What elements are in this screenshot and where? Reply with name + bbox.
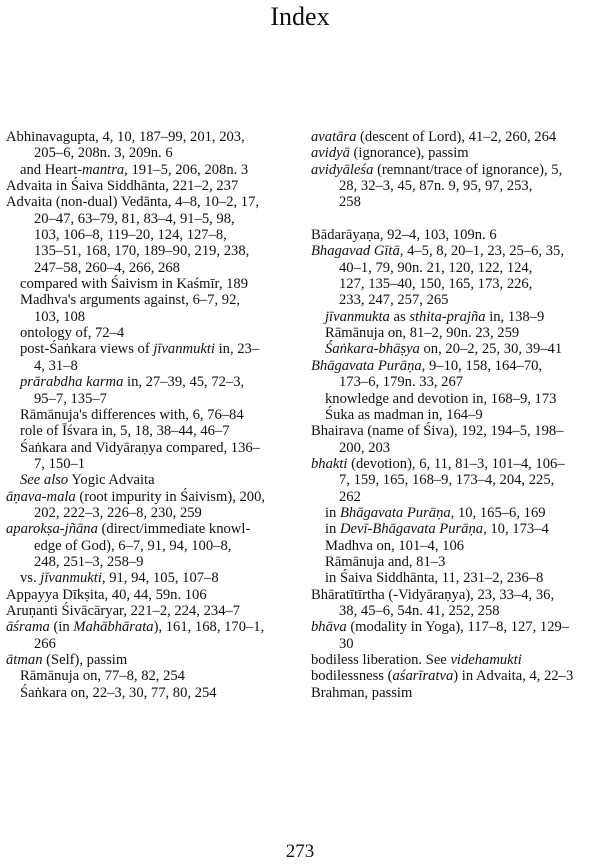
index-entry-line: avidyā (ignorance), passim bbox=[311, 145, 469, 162]
index-entry-line: edge of God), 6–7, 91, 94, 100–8, bbox=[34, 537, 232, 554]
index-entry-line: avidyāleśa (remnant/trace of ignorance), 5, bbox=[311, 161, 563, 178]
index-entry-line bbox=[311, 211, 597, 227]
index-entry-line: 103, 106–8, 119–20, 124, 127–8, bbox=[34, 227, 227, 244]
index-entry-line: in Bhāgavata Purāṇa, 10, 165–6, 169 bbox=[325, 504, 546, 521]
index-entry-line: 248, 251–3, 258–9 bbox=[34, 553, 144, 570]
index-entry-line: bodilessness (aśarīratva) in Advaita, 4, 22–3 bbox=[311, 668, 574, 685]
index-entry-line: compared with Śaivism in Kaśmīr, 189 bbox=[20, 276, 249, 293]
index-entry-line: Śuka as madman in, 164–9 bbox=[325, 406, 483, 423]
index-entry-line: in Śaiva Siddhānta, 11, 231–2, 236–8 bbox=[325, 570, 544, 587]
index-entry-line: role of Īśvara in, 5, 18, 38–44, 46–7 bbox=[20, 423, 230, 440]
index-entry-line: bodiless liberation. See videhamukti bbox=[311, 652, 522, 668]
index-entry-line: ātman (Self), passim bbox=[6, 652, 128, 668]
index-entry-line: Rāmānuja's differences with, 6, 76–84 bbox=[20, 406, 244, 423]
index-entry-line: Aruṇanti Śivācāryar, 221–2, 224, 234–7 bbox=[6, 602, 241, 619]
index-entry-line: Rāmānuja on, 81–2, 90n. 23, 259 bbox=[325, 325, 520, 342]
index-entry-line: 7, 150–1 bbox=[34, 455, 86, 472]
index-entry-line: 28, 32–3, 45, 87n. 9, 95, 97, 253, bbox=[339, 178, 533, 195]
index-entry-line: aparokṣa-jñāna (direct/immediate knowl- bbox=[6, 521, 251, 538]
index-entry-line: 103, 108 bbox=[34, 308, 86, 325]
index-entry-line: bhāva (modality in Yoga), 117–8, 127, 129– bbox=[311, 619, 570, 636]
index-entry-line: bhakti (devotion), 6, 11, 81–3, 101–4, 106– bbox=[311, 455, 565, 472]
page-number: 273 bbox=[285, 841, 315, 862]
index-entry-line: avatāra (descent of Lord), 41–2, 260, 264 bbox=[311, 129, 557, 145]
index-entry-line: 30 bbox=[339, 635, 354, 652]
index-entry-line: āśrama (in Mahābhārata), 161, 168, 170–1, bbox=[6, 619, 265, 636]
index-entry-line: 7, 159, 165, 168–9, 173–4, 204, 225, bbox=[339, 472, 555, 489]
index-entry-line: knowledge and devotion in, 168–9, 173 bbox=[325, 390, 557, 407]
index-entry-line: 95–7, 135–7 bbox=[34, 390, 107, 407]
index-entry-line: vs. jīvanmukti, 91, 94, 105, 107–8 bbox=[20, 570, 219, 587]
index-entry-line: Advaita (non-dual) Vedānta, 4–8, 10–2, 17, bbox=[6, 194, 260, 211]
index-entry-line: 127, 135–40, 150, 165, 173, 226, bbox=[339, 276, 533, 293]
index-entry-line: 200, 203 bbox=[339, 439, 391, 456]
index-entry-line: Abhinavagupta, 4, 10, 187–99, 201, 203, bbox=[6, 129, 245, 145]
index-entry-line: 4, 31–8 bbox=[34, 357, 78, 374]
index-entry-line: Rāmānuja on, 77–8, 82, 254 bbox=[20, 668, 185, 685]
index-entry-line: 233, 247, 257, 265 bbox=[339, 292, 449, 309]
index-entry-line: Madhva's arguments against, 6–7, 92, bbox=[20, 292, 241, 309]
index-entry-line: Bhāgavata Purāṇa, 9–10, 158, 164–70, bbox=[311, 357, 543, 374]
index-column-left bbox=[6, 129, 302, 701]
index-entry-line: āṇava-mala (root impurity in Śaivism), 200, bbox=[6, 488, 266, 505]
index-entry-line: 20–47, 63–79, 81, 83–4, 91–5, 98, bbox=[34, 210, 235, 227]
index-entry-line: 262 bbox=[339, 488, 361, 505]
index-entry-line: Bhāratītīrtha (-Vidyāraṇya), 23, 33–4, 36, bbox=[311, 586, 555, 603]
index-entry-line: Brahman, passim bbox=[311, 684, 413, 701]
index-entry-line: 40–1, 79, 90n. 21, 120, 122, 124, bbox=[339, 259, 533, 276]
index-entry-line: Bhagavad Gītā, 4–5, 8, 20–1, 23, 25–6, 35, bbox=[311, 243, 564, 260]
index-column-right bbox=[311, 129, 597, 701]
index-entry-line: 247–58, 260–4, 266, 268 bbox=[34, 259, 180, 276]
index-entry-line: Appayya Dīkṣita, 40, 44, 59n. 106 bbox=[6, 586, 207, 603]
index-entry-line: Madhva on, 101–4, 106 bbox=[325, 537, 465, 554]
index-entry-line: Bhairava (name of Śiva), 192, 194–5, 198– bbox=[311, 423, 564, 440]
index-entry-line: Rāmānuja and, 81–3 bbox=[325, 553, 446, 570]
page-header-title: Index bbox=[270, 2, 330, 31]
index-entry-line: 202, 222–3, 226–8, 230, 259 bbox=[34, 504, 202, 521]
index-entry-line: jīvanmukta as sthita-prajña in, 138–9 bbox=[325, 308, 545, 325]
index-entry-line: Śaṅkara and Vidyāraṇya compared, 136– bbox=[20, 439, 260, 456]
index-entry-line: Advaita in Śaiva Siddhānta, 221–2, 237 bbox=[6, 178, 239, 195]
index-entry-line: 266 bbox=[34, 635, 56, 652]
index-entry-line: See also Yogic Advaita bbox=[20, 472, 155, 489]
index-entry-line: in Devī-Bhāgavata Purāṇa, 10, 173–4 bbox=[325, 521, 549, 538]
index-entry-line: 38, 45–6, 54n. 41, 252, 258 bbox=[339, 602, 500, 619]
index-entry-line: Bādarāyaṇa, 92–4, 103, 109n. 6 bbox=[311, 227, 497, 244]
index-entry-line: ontology of, 72–4 bbox=[20, 325, 125, 342]
index-entry-line: 135–51, 168, 170, 189–90, 219, 238, bbox=[34, 243, 250, 260]
index-entry-line: post-Śaṅkara views of jīvanmukti in, 23– bbox=[20, 341, 260, 358]
index-entry-line: 173–6, 179n. 33, 267 bbox=[339, 374, 464, 391]
index-entry-line: 205–6, 208n. 3, 209n. 6 bbox=[34, 145, 173, 162]
index-entry-line: 258 bbox=[339, 194, 361, 211]
index-entry-line: Śaṅkara on, 22–3, 30, 77, 80, 254 bbox=[20, 684, 217, 701]
index-entry-line: Śaṅkara-bhāṣya on, 20–2, 25, 30, 39–41 bbox=[325, 341, 563, 358]
index-entry-line: and Heart-mantra, 191–5, 206, 208n. 3 bbox=[20, 161, 249, 178]
index-entry-line: prārabdha karma in, 27–39, 45, 72–3, bbox=[20, 374, 245, 391]
